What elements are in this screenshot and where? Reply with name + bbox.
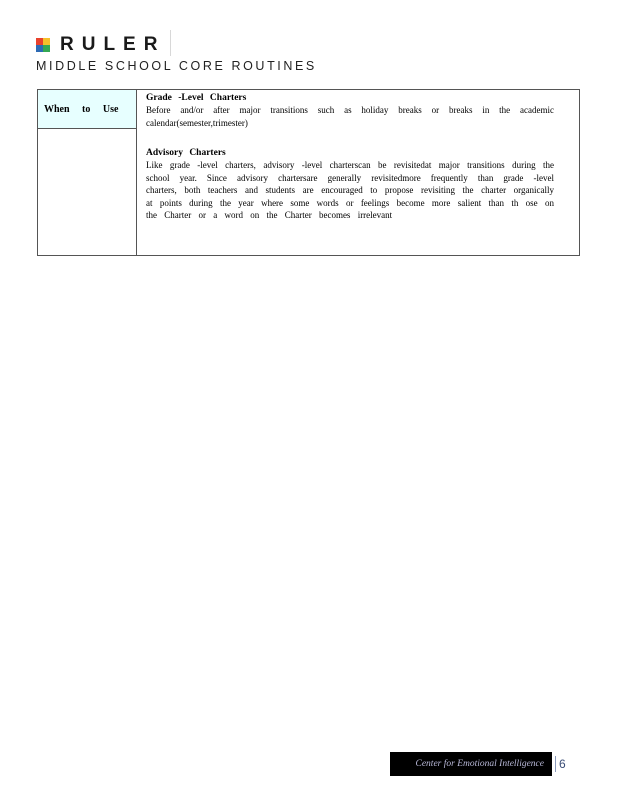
when-to-use-content [146, 92, 554, 222]
logo-wordmark: RULER [60, 34, 166, 55]
footer-banner [390, 752, 552, 776]
page-number: 6 [559, 757, 566, 771]
document-subtitle: MIDDLE SCHOOL CORE ROUTINES [36, 59, 317, 73]
logo-divider [170, 30, 171, 56]
advisory-charters-text: Like grade -level charters, advisory -level charterscan be revisitedat major transitions during the school year. Since advisory chartersare generally revisitedmore frequently than grade -level charters, both teachers and students are encouraged to propose revisiting the charter organically at points during the year where some words or feelings become more salient than th ose on the Charter or a word on the Charter becomes irrelevant [146, 160, 554, 220]
ruler-logo-mark [36, 38, 50, 52]
ruler-logo [36, 34, 165, 56]
grade-level-charters-text: Before and/or after major transitions such as holiday breaks or breaks in the academic calendar(semester,trimester) [146, 105, 554, 128]
footer-divider [555, 756, 556, 772]
advisory-charters-title: Advisory Charters [146, 148, 226, 158]
table-column-divider [136, 129, 137, 256]
grade-level-charters-title: Grade -Level Charters [146, 93, 247, 103]
logo-square-red [36, 38, 43, 45]
logo-square-blue [36, 45, 43, 52]
logo-square-green [43, 45, 50, 52]
when-to-use-label: When to Use [38, 90, 137, 129]
routine-table [37, 89, 580, 256]
logo-square-yellow [43, 38, 50, 45]
footer-org-name: Center for Emotional Intelligence [415, 759, 544, 769]
